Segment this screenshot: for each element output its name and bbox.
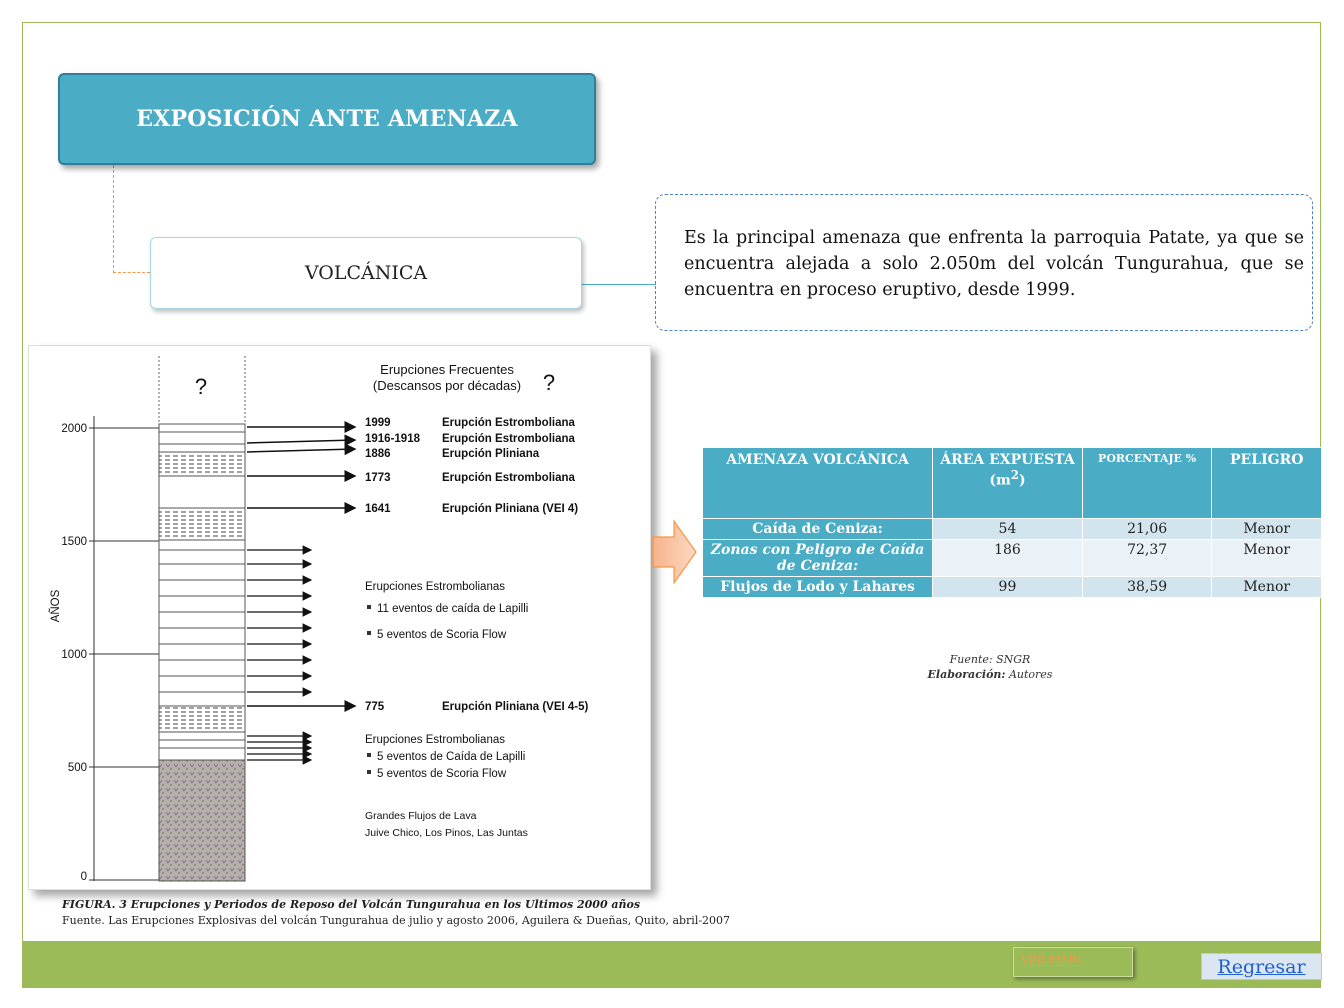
description-box bbox=[655, 194, 1313, 331]
eruption-diagram bbox=[29, 346, 652, 891]
connector-line bbox=[582, 284, 656, 285]
event-label: Erupción Pliniana (VEI 4-5) bbox=[442, 701, 589, 713]
question-mark: ? bbox=[194, 374, 208, 399]
cell-peligro: Menor bbox=[1212, 577, 1322, 598]
event-year: 1641 bbox=[365, 503, 391, 515]
connector-line bbox=[113, 272, 150, 273]
event-label: Erupción Pliniana (VEI 4) bbox=[442, 503, 579, 515]
event-year: 1999 bbox=[365, 417, 391, 429]
event-label: Erupción Estromboliana bbox=[442, 472, 575, 484]
subtitle: VOLCÁNICA bbox=[304, 262, 428, 284]
connector-line bbox=[113, 165, 114, 273]
tick-label: 0 bbox=[80, 871, 87, 883]
question-mark: ? bbox=[542, 370, 556, 395]
subtitle-box bbox=[150, 237, 582, 309]
eruption-figure bbox=[28, 345, 651, 890]
cell-amenaza: Caída de Ceniza: bbox=[703, 519, 933, 540]
tick-label: 500 bbox=[67, 762, 87, 774]
figure-header: (Descansos por décadas) bbox=[372, 378, 522, 393]
tick-label: 1500 bbox=[61, 536, 87, 548]
group-item: 5 eventos de Scoria Flow bbox=[377, 768, 507, 780]
title-box bbox=[58, 73, 596, 165]
cell-area: 99 bbox=[933, 577, 1083, 598]
cell-amenaza: Flujos de Lodo y Lahares bbox=[703, 577, 933, 598]
header-porcentaje: PORCENTAJE % bbox=[1082, 448, 1212, 519]
tick-label: 1000 bbox=[61, 649, 87, 661]
figure-source: Fuente. Las Erupciones Explosivas del volcán Tungurahua de julio y agosto 2006, Aguilera & Dueñas, Quito, abril-2007 bbox=[62, 914, 731, 927]
lava-label: Juive Chico, Los Pinos, Las Juntas bbox=[365, 827, 528, 839]
table-source bbox=[890, 652, 1090, 682]
event-year: 1886 bbox=[365, 448, 391, 460]
group-item: 5 eventos de Scoria Flow bbox=[377, 629, 507, 641]
tick-label: 2000 bbox=[61, 423, 87, 435]
back-button[interactable] bbox=[1201, 953, 1322, 980]
figure-header: Erupciones Frecuentes bbox=[380, 362, 514, 377]
description-text: Es la principal amenaza que enfrenta la parroquia Patate, ya que se encuentra alejada a solo 2.050m del volcán Tungurahua, que se encuentra en proceso eruptivo, desde 1999. bbox=[684, 228, 1304, 300]
cell-peligro: Menor bbox=[1212, 540, 1322, 577]
cell-porcentaje: 38,59 bbox=[1082, 577, 1212, 598]
bullet-icon bbox=[367, 605, 371, 609]
header-area: ÁREA EXPUESTA $(m^2)$ bbox=[933, 448, 1083, 519]
bullet-icon bbox=[367, 753, 371, 757]
figure-caption: FIGURA. 3 Erupciones y Periodos de Reposo del Volcán Tungurahua en los Ultimos 2000 años bbox=[62, 898, 641, 911]
back-link[interactable]: Regresar bbox=[1217, 955, 1306, 978]
bullet-icon bbox=[367, 770, 371, 774]
cell-peligro: Menor bbox=[1212, 519, 1322, 540]
page-title: EXPOSICIÓN ANTE AMENAZA bbox=[136, 106, 518, 132]
event-year: 1916-1918 bbox=[365, 433, 420, 445]
cell-porcentaje: 21,06 bbox=[1082, 519, 1212, 540]
hazard-table bbox=[702, 447, 1322, 598]
event-label: Erupción Estromboliana bbox=[442, 433, 575, 445]
cell-area: 186 bbox=[933, 540, 1083, 577]
event-year: 1773 bbox=[365, 472, 391, 484]
cell-amenaza: Zonas con Peligro de Caída de Ceniza: bbox=[703, 540, 933, 577]
cell-area: 54 bbox=[933, 519, 1083, 540]
view-map-link[interactable]: VER MAPA bbox=[1021, 954, 1083, 967]
view-map-button[interactable] bbox=[1013, 947, 1133, 977]
source-line: Fuente: SNGR bbox=[949, 653, 1031, 666]
axis-label: AÑOS bbox=[50, 589, 62, 623]
header-amenaza: AMENAZA VOLCÁNICA bbox=[703, 448, 933, 519]
table-row bbox=[703, 540, 1322, 577]
event-label: Erupción Estromboliana bbox=[442, 417, 575, 429]
arrow-right-icon bbox=[652, 520, 698, 584]
group-title: Erupciones Estrombolianas bbox=[365, 734, 505, 746]
group-item: 11 eventos de caída de Lapilli bbox=[377, 603, 529, 615]
cell-porcentaje: 72,37 bbox=[1082, 540, 1212, 577]
bullet-icon bbox=[367, 631, 371, 635]
table-row bbox=[703, 577, 1322, 598]
lava-label: Grandes Flujos de Lava bbox=[365, 810, 477, 822]
event-label: Erupción Pliniana bbox=[442, 448, 540, 460]
event-year: 775 bbox=[365, 701, 385, 713]
table-header-row bbox=[703, 448, 1322, 519]
group-item: 5 eventos de Caída de Lapilli bbox=[377, 751, 526, 763]
header-peligro: PELIGRO bbox=[1212, 448, 1322, 519]
group-title: Erupciones Estrombolianas bbox=[365, 581, 505, 593]
elaboration-line: Elaboración: Autores bbox=[927, 668, 1053, 681]
table-row bbox=[703, 519, 1322, 540]
